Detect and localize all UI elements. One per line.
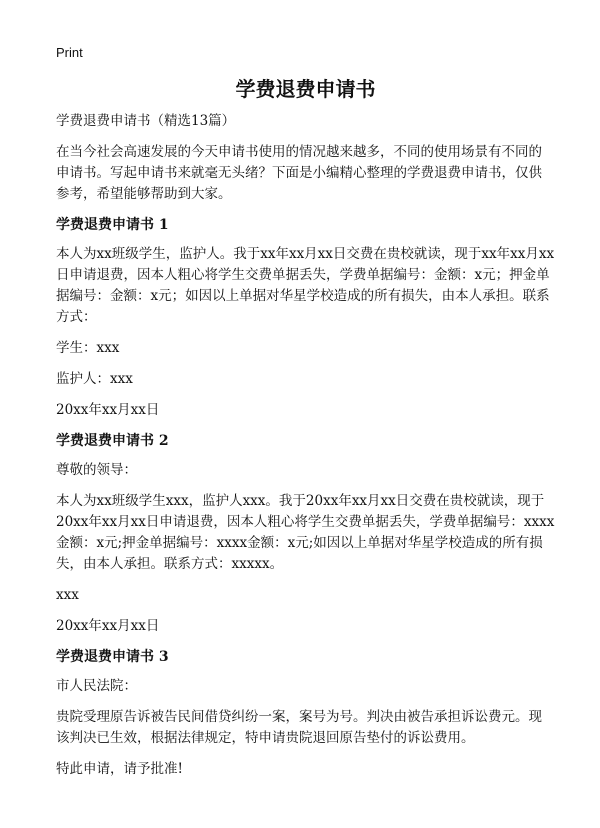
section-2-body: 本人为xx班级学生xxx，监护人xxx。我于20xx年xx月xx日交费在贵校就读，现于20xx年xx月xx日申请退费，因本人粗心将学生交费单据丢失，学费单据编号：xxxx金额：x元;押金单据编号：xxxx金额：x元;如因以上单据对华星学校造成的所有损失，由本人承担。联系方式：xxxxx。: [56, 493, 555, 572]
section-1-student: 学生：xxx: [56, 340, 120, 356]
section-2-date: 20xx年xx月xx日: [56, 618, 160, 634]
print-link[interactable]: Print: [56, 45, 83, 60]
section-heading-1: 学费退费申请书 1: [56, 217, 169, 233]
section-3-salutation: 市人民法院：: [56, 678, 137, 694]
document-title: 学费退费申请书: [235, 77, 376, 101]
section-3-body: 贵院受理原告诉被告民间借贷纠纷一案，案号为号。判决由被告承担诉讼费元。现该判决已生效，根据法律规定，特申请贵院退回原告垫付的诉讼费用。: [56, 709, 542, 746]
intro-paragraph: 在当今社会高速发展的今天申请书使用的情况越来越多，不同的使用场景有不同的申请书。写起申请书来就毫无头绪？下面是小编精心整理的学费退费申请书，仅供参考，希望能够帮助到大家。: [56, 144, 542, 202]
section-1-body: 本人为xx班级学生，监护人。我于xx年xx月xx日交费在贵校就读，现于xx年xx月xx日申请退费，因本人粗心将学生交费单据丢失，学费单据编号：金额：x元；押金单据编号：金额：x元；如因以上单据对华星学校造成的所有损失，由本人承担。联系方式：: [56, 246, 555, 325]
section-2-salutation: 尊敬的领导：: [56, 462, 137, 478]
section-1-guardian: 监护人：xxx: [56, 371, 133, 387]
section-1-date: 20xx年xx月xx日: [56, 402, 160, 418]
section-heading-3: 学费退费申请书 3: [56, 649, 169, 665]
document-subtitle: 学费退费申请书（精选13篇）: [56, 113, 236, 129]
section-3-closing: 特此申请，请予批准!: [56, 761, 183, 777]
section-2-signature: xxx: [56, 587, 79, 603]
section-heading-2: 学费退费申请书 2: [56, 433, 169, 449]
